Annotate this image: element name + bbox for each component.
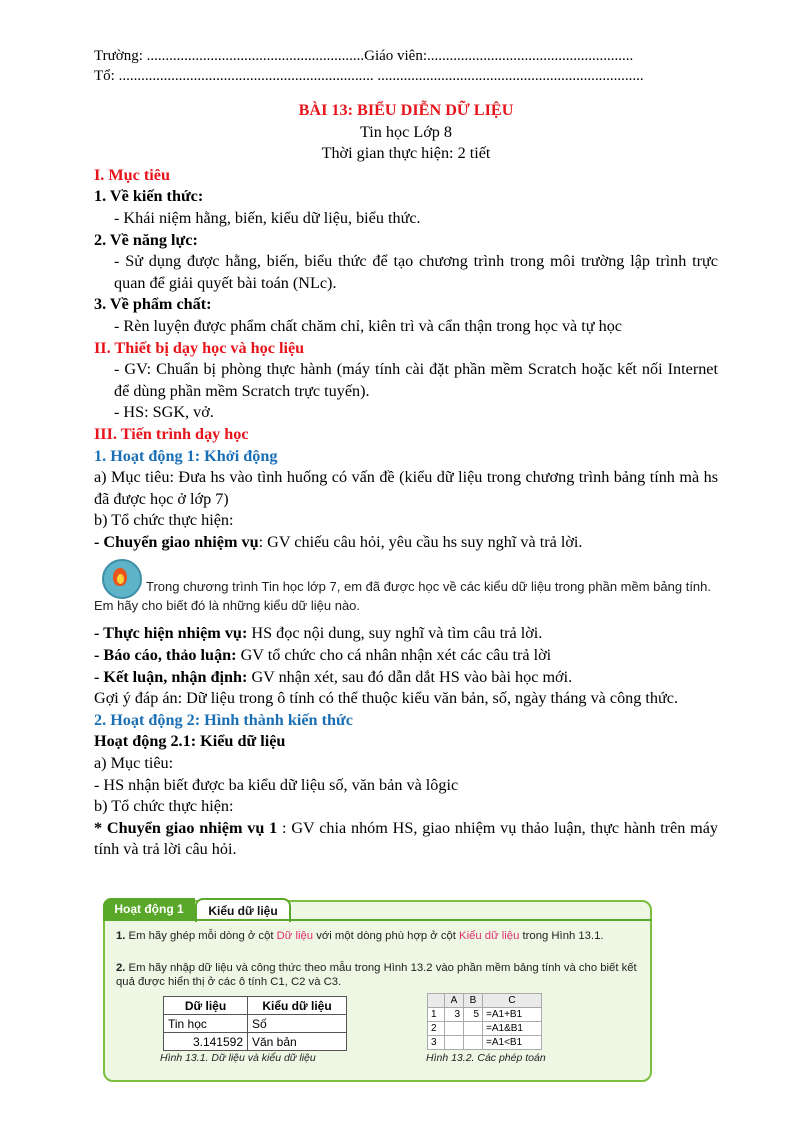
- table-row: [164, 1015, 347, 1033]
- sheet-row: [428, 1036, 542, 1050]
- sheet-row-number: 3: [428, 1036, 445, 1050]
- q1-text-c: trong Hình 13.1.: [519, 930, 604, 942]
- conclusion: [94, 667, 718, 689]
- competence-heading: 2. Về năng lực:: [94, 230, 198, 249]
- section-process-heading: III. Tiến trình dạy học: [94, 424, 249, 443]
- q1-highlight-data: Dữ liệu: [276, 930, 314, 942]
- sheet-cell: 3: [445, 1008, 464, 1022]
- q1-number: 1.: [116, 930, 126, 942]
- table-cell: Tin học: [164, 1015, 248, 1033]
- figure-13-1-caption: Hình 13.1. Dữ liệu và kiểu dữ liệu: [160, 1052, 316, 1064]
- report-text: GV tổ chức cho cá nhân nhận xét các câu trả lời: [236, 646, 552, 665]
- sheet-row: [428, 1008, 542, 1022]
- header-group: Tổ: .................................................................... .......................................................................: [94, 68, 644, 84]
- activity1-objective: a) Mục tiêu: Đưa hs vào tình huống có vấn đề (kiểu dữ liệu trong chương trình bảng tính mà hs đã được học ở lớp 7): [94, 468, 718, 508]
- box-question-2: [116, 961, 644, 989]
- knowledge-heading: 1. Về kiến thức:: [94, 187, 204, 206]
- activity1-task: [94, 532, 718, 554]
- table-cell: Số: [248, 1015, 347, 1033]
- lesson-time: Thời gian thực hiện: 2 tiết: [321, 144, 491, 163]
- activity2-heading: 2. Hoạt động 2: Hình thành kiến thức: [94, 710, 353, 729]
- q1-text-a: Em hãy ghép mỗi dòng ở cột: [125, 930, 277, 942]
- lesson-subject: Tin học Lớp 8: [359, 122, 453, 141]
- sheet-cell: =A1&B1: [483, 1022, 542, 1036]
- sheet-cell: [464, 1022, 483, 1036]
- table-cell: 3.141592: [164, 1033, 248, 1051]
- callout-text: Trong chương trình Tin học lớp 7, em đã được học về các kiểu dữ liệu trong phần mềm bảng tính. Em hãy cho biết đó là những kiểu dữ liệu nào.: [94, 579, 711, 614]
- sheet-cell: =A1+B1: [483, 1008, 542, 1022]
- sheet-cell: [464, 1036, 483, 1050]
- sheet-column-header: A: [445, 994, 464, 1008]
- answer-hint: Gợi ý đáp án: Dữ liệu trong ô tính có thể thuộc kiểu văn bản, số, ngày tháng và công thức.: [94, 689, 678, 708]
- q2-number: 2.: [116, 962, 126, 974]
- report-label: - Báo cáo, thảo luận:: [94, 646, 237, 665]
- table-header: Kiểu dữ liệu: [248, 997, 347, 1015]
- box-divider: [103, 919, 652, 921]
- activity1-heading: 1. Hoạt động 1: Khởi động: [94, 446, 278, 465]
- q1-text-b: với một dòng phù hợp ở cột: [313, 930, 460, 942]
- task1-text: : GV chia nhóm HS, giao nhiệm vụ thảo luận, thực hành trên máy tính và trả lời câu hỏi.: [94, 818, 718, 859]
- sheet-row-number: 2: [428, 1022, 445, 1036]
- conclusion-label: - Kết luận, nhận định:: [94, 667, 248, 686]
- spreadsheet-table: [427, 993, 542, 1050]
- sheet-header-row: [428, 994, 542, 1008]
- sheet-cell: [445, 1022, 464, 1036]
- figure-13-2-caption: Hình 13.2. Các phép toán: [426, 1052, 546, 1064]
- quality-text: - Rèn luyện được phẩm chất chăm chỉ, kiên trì và cẩn thận trong học và tự học: [114, 316, 622, 335]
- do-label: - Thực hiện nhiệm vụ:: [94, 624, 248, 643]
- task1: [94, 818, 718, 861]
- knowledge-text: - Khái niệm hằng, biến, kiểu dữ liệu, biểu thức.: [114, 208, 421, 227]
- do-text: HS đọc nội dung, suy nghĩ và tìm câu trả lời.: [247, 624, 543, 643]
- activity21-objective: - HS nhận biết được ba kiểu dữ liệu số, văn bản và lôgic: [94, 775, 459, 794]
- activity1-organization: b) Tổ chức thực hiện:: [94, 511, 234, 530]
- data-type-table: [163, 996, 347, 1051]
- equipment-teacher: - GV: Chuẩn bị phòng thực hành (máy tính cài đặt phần mềm Scratch hoặc kết nối Internet để dùng phần mềm Scratch trực tuyến).: [114, 360, 718, 400]
- sheet-column-header: B: [464, 994, 483, 1008]
- sheet-corner: [428, 994, 445, 1008]
- competence-text: - Sử dụng được hằng, biến, biểu thức để tạo chương trình trong môi trường lập trình trực quan để giải quyết bài toán (NLc).: [114, 252, 718, 292]
- sheet-cell: 5: [464, 1008, 483, 1022]
- sheet-column-header: C: [483, 994, 542, 1008]
- activity21-organization: b) Tổ chức thực hiện:: [94, 797, 234, 816]
- report: [94, 645, 718, 667]
- conclusion-text: GV nhận xét, sau đó dẫn dắt HS vào bài học mới.: [247, 667, 573, 686]
- lesson-title: BÀI 13: BIỂU DIỄN DỮ LIỆU: [298, 101, 514, 119]
- task1-label: * Chuyển giao nhiệm vụ 1: [94, 818, 278, 837]
- q2-text: Em hãy nhập dữ liệu và công thức theo mẫu trong Hình 13.2 vào phần mềm bảng tính và cho biết kết quả được hiển thị ở các ô tính C1, C2 và C3.: [116, 962, 637, 988]
- topic-tab: Kiểu dữ liệu: [195, 898, 291, 922]
- activity-tab: Hoạt động 1: [103, 898, 195, 920]
- table-header: Dữ liệu: [164, 997, 248, 1015]
- section-objectives-heading: I. Mục tiêu: [94, 165, 170, 184]
- equipment-student: - HS: SGK, vở.: [114, 403, 214, 422]
- activity21-heading: Hoạt động 2.1: Kiểu dữ liệu: [94, 732, 286, 751]
- section-equipment-heading: II. Thiết bị dạy học và học liệu: [94, 338, 305, 357]
- quality-heading: 3. Về phẩm chất:: [94, 295, 212, 314]
- question-callout: [94, 557, 718, 623]
- table-header-row: [164, 997, 347, 1015]
- table-cell: Văn bản: [248, 1033, 347, 1051]
- q1-highlight-type: Kiểu dữ liệu: [459, 930, 520, 942]
- task-text: : GV chiếu câu hỏi, yêu cầu hs suy nghĩ và trả lời.: [258, 532, 583, 551]
- activity21-objective-label: a) Mục tiêu:: [94, 754, 174, 773]
- sheet-cell: =A1<B1: [483, 1036, 542, 1050]
- document-page: [94, 46, 718, 861]
- sheet-row: [428, 1022, 542, 1036]
- box-question-1: [116, 929, 644, 943]
- table-row: [164, 1033, 347, 1051]
- do-task: [94, 623, 718, 645]
- sheet-cell: [445, 1036, 464, 1050]
- sheet-row-number: 1: [428, 1008, 445, 1022]
- task-label: - Chuyển giao nhiệm vụ: [94, 532, 259, 551]
- header-school-teacher: Trường: ..........................................................Giáo viên:.......................................................: [94, 48, 634, 64]
